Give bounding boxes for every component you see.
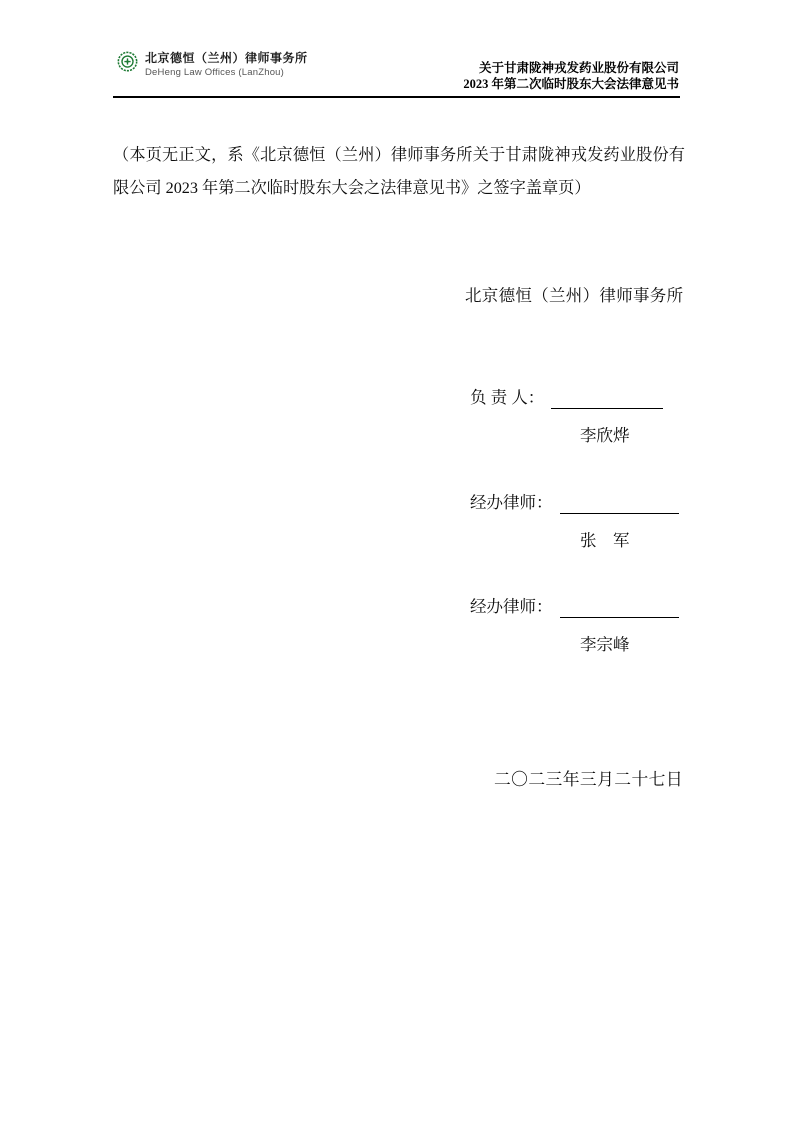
- signature-block-lawyer-1: [470, 492, 679, 551]
- header-divider: [113, 96, 680, 98]
- signature-underline: [560, 598, 679, 618]
- firm-name-cn: 北京德恒（兰州）律师事务所: [145, 51, 308, 65]
- deheng-logo-icon: [116, 51, 139, 73]
- signature-block-responsible: [470, 387, 663, 446]
- letterhead-names: [145, 51, 308, 79]
- signature-block-lawyer-2: [470, 596, 679, 655]
- header-title-line2: 2023 年第二次临时股东大会法律意见书: [463, 76, 679, 91]
- signature-underline: [551, 389, 663, 409]
- signature-label: 负 责 人：: [470, 388, 545, 407]
- document-header-title: [463, 61, 679, 92]
- signature-label: 经办律师：: [470, 597, 553, 616]
- signature-row: [470, 492, 679, 514]
- signature-name: 李欣烨: [580, 426, 630, 445]
- signature-underline: [560, 494, 679, 514]
- firm-signature-name: 北京德恒（兰州）律师事务所: [465, 286, 684, 305]
- signature-name: 张 军: [580, 531, 630, 550]
- letterhead: [116, 51, 308, 79]
- signature-row: [470, 387, 663, 409]
- signature-label: 经办律师：: [470, 493, 553, 512]
- header-title-line1: 关于甘肃陇神戎发药业股份有限公司: [478, 61, 679, 75]
- signature-name: 李宗峰: [580, 635, 630, 654]
- firm-name-en: DeHeng Law Offices (LanZhou): [145, 67, 285, 78]
- document-date: 二〇二三年三月二十七日: [494, 770, 683, 789]
- signature-row: [470, 596, 679, 618]
- signature-page-statement: （本页无正文，系《北京德恒（兰州）律师事务所关于甘肃陇神戎发药业股份有限公司 2023 年第二次临时股东大会之法律意见书》之签字盖章页）: [113, 146, 685, 197]
